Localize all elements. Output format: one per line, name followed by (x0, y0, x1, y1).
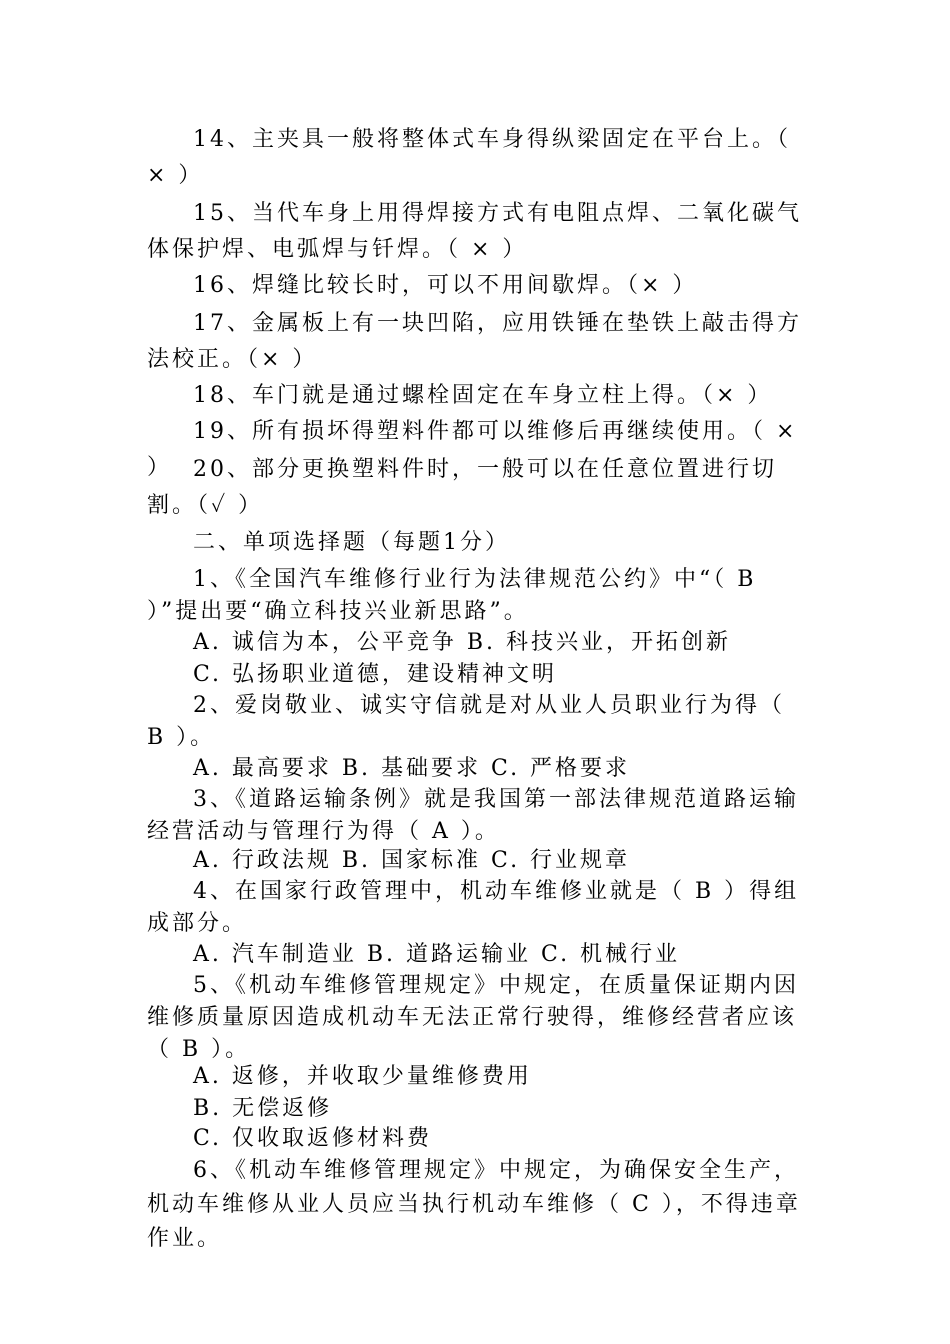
choice-q3-options: A. 行政法规 B. 国家标准 C. 行业规章 (193, 848, 631, 873)
choice-q1-stem: 1、《全国汽车维修行业行为法律规范公约》中“（ B ）”提出要“确立科技兴业新思路”。 (147, 567, 757, 624)
section-title: 二、单项选择题（每题1分） (193, 530, 510, 555)
question-16: 16、焊缝比较长时，可以不用间歇焊。（× ） (193, 273, 698, 298)
question-20: 20、部分更换塑料件时，一般可以在任意位置进行切割。（✓ ） (147, 457, 777, 518)
choice-q2-options: A. 最高要求 B. 基础要求 C. 严格要求 (193, 756, 631, 781)
choice-q5-stem: 5、《机动车维修管理规定》中规定，在质量保证期内因维修质量原因造成机动车无法正常行驶得，维修经营者应该（ B ）。 (147, 973, 799, 1062)
question-17: 17、金属板上有一块凹陷，应用铁锤在垫铁上敲击得方法校正。（× ） (147, 311, 802, 372)
question-14: 14、主夹具一般将整体式车身得纵梁固定在平台上。（ × ） (147, 127, 791, 188)
choice-q1-options-ab: A. 诚信为本，公平竞争 B. 科技兴业，开拓创新 (193, 630, 732, 655)
choice-q5-option-a: A. 返修，并收取少量维修费用 (193, 1064, 532, 1089)
choice-q4-options: A. 汽车制造业 B. 道路运输业 C. 机械行业 (193, 942, 681, 967)
choice-q6-stem: 6、《机动车维修管理规定》中规定，为确保安全生产，机动车维修从业人员应当执行机动车维修（ C ），不得违章作业。 (147, 1158, 801, 1251)
question-15: 15、当代车身上用得焊接方式有电阻点焊、二氧化碳气体保护焊、电弧焊与钎焊。（ × ） (147, 201, 802, 262)
choice-q2-stem: 2、爱岗敬业、诚实守信就是对从业人员职业行为得（ B ）。 (147, 693, 785, 750)
choice-q5-option-b: B. 无偿返修 (193, 1096, 333, 1121)
choice-q1-option-c: C. 弘扬职业道德，建设精神文明 (193, 662, 558, 687)
question-18: 18、车门就是通过螺栓固定在车身立柱上得。（× ） (193, 383, 773, 408)
question-19: 19、所有损坏得塑料件都可以维修后再继续使用。（ × ） (147, 419, 798, 480)
choice-q5-option-c: C. 仅收取返修材料费 (193, 1126, 433, 1151)
choice-q4-stem: 4、在国家行政管理中，机动车维修业就是（ B ）得组成部分。 (147, 879, 800, 936)
choice-q3-stem: 3、《道路运输条例》就是我国第一部法律规范道路运输经营活动与管理行为得（ A ）。 (147, 787, 799, 844)
